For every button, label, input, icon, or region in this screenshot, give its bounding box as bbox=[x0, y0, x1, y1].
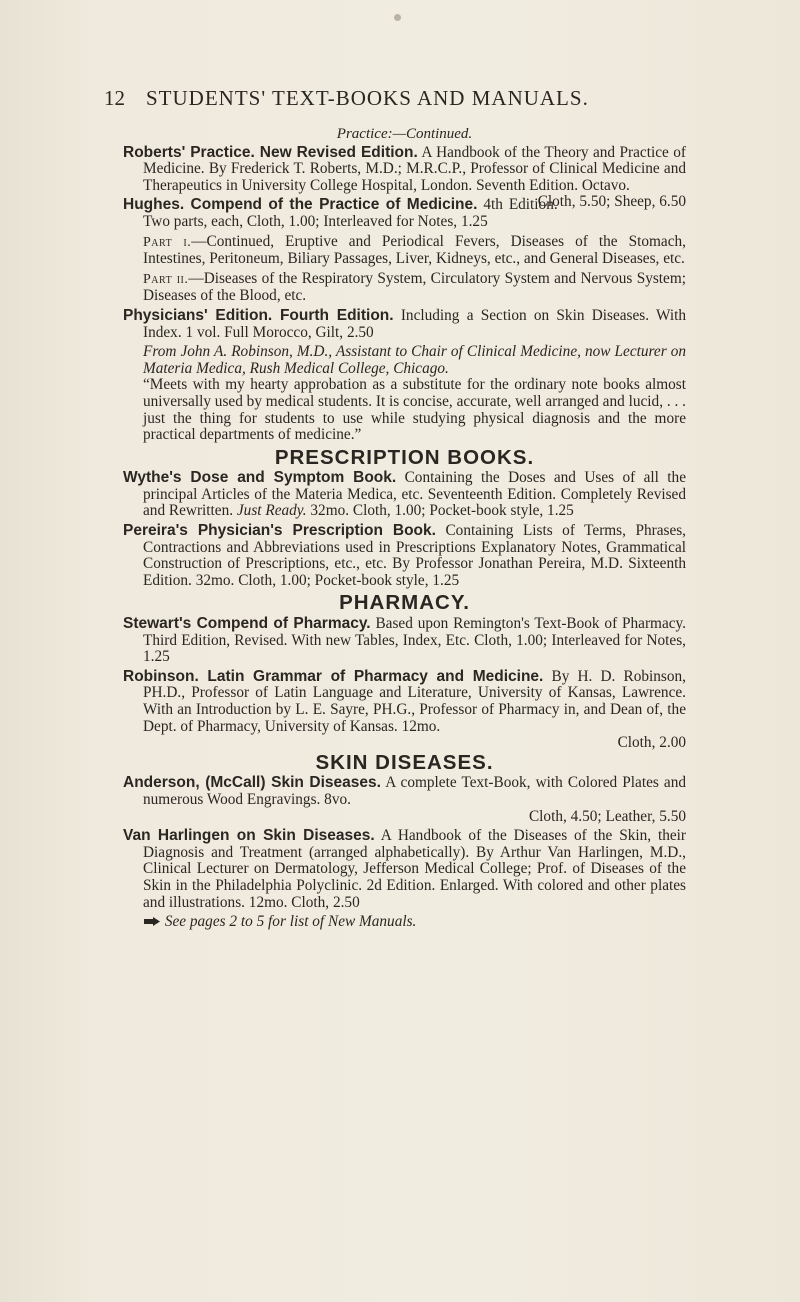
entry-prices: Cloth, 5.50; Sheep, 6.50 bbox=[537, 193, 686, 211]
entry-title: Stewart's Compend of Pharmacy. bbox=[123, 615, 371, 633]
entry-hughes-part2 bbox=[123, 271, 686, 305]
entry-prices: Cloth, 4.50; Leather, 5.50 bbox=[528, 807, 686, 825]
section-pharmacy: PHARMACY. bbox=[339, 591, 470, 615]
entry-note: Just Ready. bbox=[236, 502, 307, 520]
entry-wythe bbox=[123, 470, 686, 520]
footer-note-text: See pages 2 to 5 for list of New Manuals. bbox=[164, 913, 417, 931]
entry-title: Wythe's Dose and Symptom Book. bbox=[123, 469, 397, 487]
section-prescription-books: PRESCRIPTION BOOKS. bbox=[274, 445, 535, 469]
page-header bbox=[104, 86, 694, 116]
entry-body: Containing the Doses and Uses of all the principal Articles of the Materia Medica, etc. Seventeenth Edition. Completely Revised and Rewritten. bbox=[143, 469, 686, 520]
entry-pereira bbox=[123, 523, 686, 589]
entry-review bbox=[123, 344, 686, 444]
entry-anderson bbox=[123, 775, 686, 825]
entry-body: A Handbook of the Theory and Practice of Medicine. By Frederick T. Roberts, M.D.; M.R.C.P., Professor of Clinical Medicine and Therapeutics in University College Hospital, London. Seventh Edition. Octavo. bbox=[143, 143, 686, 194]
entry-physicians-edition bbox=[123, 308, 686, 341]
entry-title: Van Harlingen on Skin Diseases. bbox=[123, 827, 375, 845]
entry-hughes-part1 bbox=[123, 234, 686, 268]
catalog-column bbox=[123, 126, 686, 934]
continued-heading: Practice:—Continued. bbox=[336, 126, 473, 142]
part-label: Part ii. bbox=[143, 271, 189, 287]
pointing-hand-icon bbox=[143, 916, 161, 927]
part-text: —Continued, Eruptive and Periodical Fevers, Diseases of the Stomach, Intestines, Peritoneum, Biliary Passages, Liver, Kidneys, etc., and General Diseases, etc. bbox=[143, 232, 686, 268]
entry-stewart bbox=[123, 616, 686, 666]
entry-body: 4th Edition. Two parts, each, Cloth, 1.00; Interleaved for Notes, 1.25 bbox=[143, 196, 558, 230]
review-quote: “Meets with my hearty approbation as a substitute for the ordinary note books almost universally used by medical students. It is concise, accurate, well arranged and lucid, . . . just the thing for students to use while studying physical diagnosis and the more practical departments of medicine.” bbox=[143, 376, 686, 444]
entry-title: Roberts' Practice. New Revised Edition. bbox=[123, 143, 418, 161]
entry-body: A Handbook of the Diseases of the Skin, their Diagnosis and Treatment (arranged alphabetically). By Arthur Van Harlingen, M.D., Clinical Lecturer on Dermatology, Jefferson Medical College; Prof. of Diseases of the Skin in the Philadelphia Polyclinic. 2d Edition. Enlarged. With colored and other plates and illustrations. 12mo. bbox=[143, 827, 687, 911]
running-title: STUDENTS' TEXT-BOOKS AND MANUALS. bbox=[146, 86, 589, 110]
page-number: 12 bbox=[104, 86, 125, 110]
entry-van-harlingen bbox=[123, 828, 686, 911]
entry-body: By H. D. Robinson, PH.D., Professor of Latin Language and Literature, University of Kansas, Lawrence. With an Introduction by L. E. Sayre, PH.G., Professor of Pharmacy in, and Dean of, the Dept. of Pharmacy, University of Kansas. 12mo. bbox=[143, 667, 686, 735]
entry-body: Based upon Remington's Text-Book of Pharmacy. Third Edition, Revised. With new Tables, Index, Etc. bbox=[143, 615, 686, 649]
entry-prices: Cloth, 1.00; Interleaved for Notes, 1.25 bbox=[143, 631, 686, 666]
entry-body: A complete Text-Book, with Colored Plates and numerous Wood Engravings. 8vo. bbox=[143, 774, 686, 808]
page-blemish bbox=[394, 14, 401, 21]
section-skin-diseases: SKIN DISEASES. bbox=[315, 750, 494, 774]
entry-body: Including a Section on Skin Diseases. With Index. 1 vol. Full Morocco, Gilt, 2.50 bbox=[143, 306, 686, 341]
entry-prices: Cloth, 2.00 bbox=[617, 734, 686, 752]
part-label: Part i. bbox=[143, 234, 192, 250]
entry-prices: 32mo. Cloth, 1.00; Pocket-book style, 1.25 bbox=[195, 571, 460, 589]
review-attribution: From John A. Robinson, M.D., Assistant to Chair of Clinical Medicine, now Lecturer on Materia Medica, Rush Medical College, Chicago. bbox=[143, 343, 686, 377]
entry-robinson bbox=[123, 669, 686, 752]
entry-prices: Cloth, 2.50 bbox=[291, 893, 360, 911]
entry-title: Pereira's Physician's Prescription Book. bbox=[123, 522, 436, 540]
entry-title: Robinson. Latin Grammar of Pharmacy and Medicine. bbox=[123, 667, 544, 685]
footer-note bbox=[123, 914, 686, 931]
entry-body: Containing Lists of Terms, Phrases, Contractions and Abbreviations used in Prescriptions Explanatory Notes, Grammatical Construction of Prescriptions, etc., etc. By Professor Jonathan Pereira, M.D. Sixteenth Edition. bbox=[143, 522, 687, 589]
part-text: —Diseases of the Respiratory System, Circulatory System and Nervous System; Diseases of the Blood, etc. bbox=[143, 269, 686, 305]
entry-prices: 32mo. Cloth, 1.00; Pocket-book style, 1.25 bbox=[310, 502, 574, 520]
entry-title: Hughes. Compend of the Practice of Medicine. bbox=[123, 196, 478, 214]
entry-title: Physicians' Edition. Fourth Edition. bbox=[123, 306, 394, 324]
entry-title: Anderson, (McCall) Skin Diseases. bbox=[123, 774, 381, 792]
